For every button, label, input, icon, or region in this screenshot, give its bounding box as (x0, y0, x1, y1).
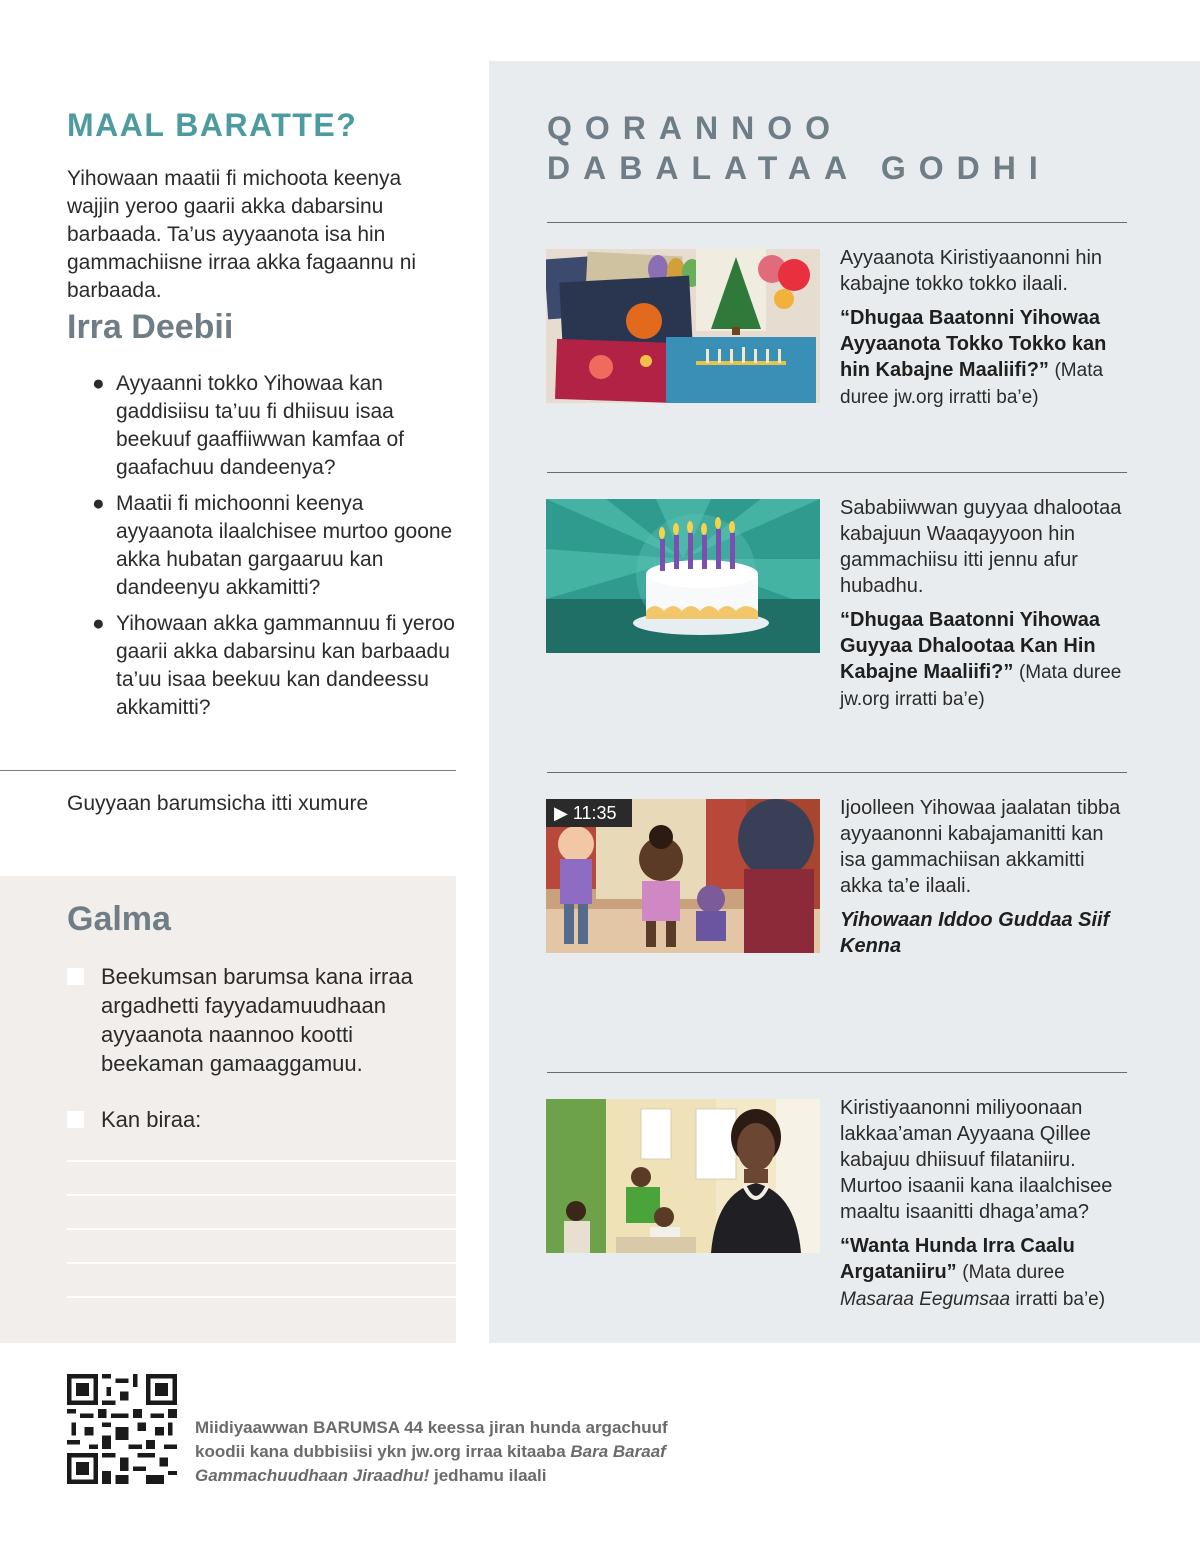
bullet-icon: ● (92, 492, 105, 515)
resource-description: Ijoolleen Yihowaa jaalatan tibba ayyaanonni kabajamanitti kan isa gammachiisan akkamitti akka ta’e ilaali. (840, 797, 1121, 897)
checkbox-icon[interactable] (67, 968, 84, 985)
resource-link-title[interactable]: “Dhugaa Baatonni Yihowaa Guyyaa Dhalootaa Kan Hin Kabajne Maaliifi?” (840, 609, 1101, 683)
resource-link-title[interactable]: “Dhugaa Baatonni Yihowaa Ayyaanota Tokko Tokko kan hin Kabajne Maaliifi?” (840, 307, 1107, 381)
write-line[interactable] (67, 1262, 456, 1264)
video-duration-badge: ▶ 11:35 (546, 799, 632, 827)
resource-link-title[interactable]: “Wanta Hunda Irra Caalu Argataniiru” (840, 1235, 1075, 1283)
divider (547, 472, 1127, 473)
video-thumbnail[interactable] (546, 799, 820, 953)
divider (0, 770, 456, 771)
intro-paragraph: Yihowaan maatii fi michoota keenya wajjin yeroo gaarii akka dabarsinu barbaada. Ta’us ayyaanota isa hin gammachiisne irraa akka fagaannu ni barbaada. (67, 167, 417, 302)
list-item: ● Ayyaanni tokko Yihowaa kan gaddisiisu ta’uu fi dhiisuu isaa beekuuf gaaffiiwwan kamfaa of gaafachuu dandeenya? (92, 372, 404, 479)
write-line[interactable] (67, 1296, 456, 1298)
holidays-collage-image[interactable] (546, 249, 820, 403)
resource-item (840, 1095, 1130, 1313)
write-line[interactable] (67, 1160, 456, 1162)
woman-portrait-illustration (546, 1099, 820, 1253)
goal-heading: Galma (67, 900, 171, 938)
further-study-heading: QORANNOO DABALATAA GODHI (547, 110, 1051, 186)
divider (547, 772, 1127, 773)
birthday-cake-illustration (546, 499, 820, 653)
goal-checkbox-item[interactable]: Beekumsan barumsa kana irraa argadhetti fayyadamuudhaan ayyaanota naannoo kootti beekaman gamaaggamuu. (67, 962, 447, 1078)
resource-item (840, 495, 1130, 713)
holidays-collage-illustration (546, 249, 820, 403)
list-item: ● Maatii fi michoonni keenya ayyaanota ilaalchisee murtoo goone akka hubatan gargaaruu kan dandeenyu akkamitti? (92, 492, 453, 599)
write-line[interactable] (67, 1228, 456, 1230)
section-heading: MAAL BARATTE? (67, 107, 358, 143)
play-icon: ▶ (554, 803, 568, 823)
bullet-icon: ● (92, 612, 105, 635)
bullet-icon: ● (92, 372, 105, 395)
divider (547, 1072, 1127, 1073)
woman-portrait-image[interactable] (546, 1099, 820, 1253)
review-questions (92, 370, 456, 730)
divider (547, 222, 1127, 223)
resource-item (840, 795, 1130, 959)
review-heading: Irra Deebii (67, 308, 234, 346)
resource-item (840, 245, 1130, 411)
footer-note: Miidiyaawwan BARUMSA 44 keessa jiran hunda argachuuf koodii kana dubbisiisi ykn jw.org irraa kitaaba Bara Baraaf Gammachuudhaan Jiraadhu! jedhamu ilaali (195, 1418, 668, 1485)
resource-source: (Mata duree Masaraa Eegumsaa irratti ba’e) (840, 1262, 1106, 1310)
resource-description: Sababiiwwan guyyaa dhalootaa kabajuun Waaqayyoon hin gammachiisu itti jennu afur hubadhu. (840, 497, 1122, 597)
list-item: ● Yihowaan akka gammannuu fi yeroo gaarii akka dabarsinu kan barbaadu ta’uu isaa beekuu kan dandeessu akkamitti? (92, 612, 455, 719)
resource-source: (Mata duree jw.org irratti ba’e) (840, 662, 1122, 710)
completion-date-label: Guyyaan barumsicha itti xumure (67, 792, 369, 815)
birthday-cake-image[interactable] (546, 499, 820, 653)
goal-checkbox-item[interactable]: Kan biraa: (67, 1105, 447, 1134)
resource-description: Ayyaanota Kiristiyaanonni hin kabajne tokko tokko ilaali. (840, 247, 1103, 295)
resource-description: Kiristiyaanonni miliyoonaan lakkaa’aman Ayyaana Qillee kabajuu dhiisuuf filataniiru. Murtoo isaanii kana ilaalchisee maaltu isaanitti dhaga’ama? (840, 1097, 1113, 1223)
checkbox-icon[interactable] (67, 1111, 84, 1128)
resource-link-title[interactable]: Yihowaan Iddoo Guddaa Siif Kenna (840, 909, 1110, 957)
qr-code-icon[interactable] (67, 1374, 177, 1484)
resource-source: (Mata duree jw.org irratti ba’e) (840, 360, 1104, 408)
write-line[interactable] (67, 1194, 456, 1196)
